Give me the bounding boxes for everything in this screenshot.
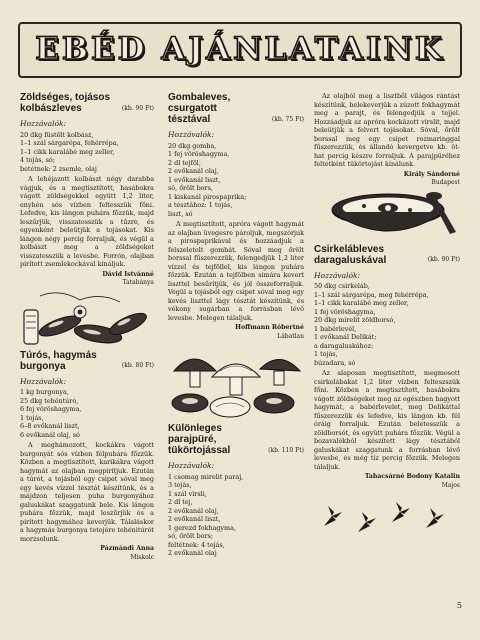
- ingredient-item: 1–1 szál sárgarépa, fehérrépa,: [20, 139, 119, 147]
- ingredients-label: Hozzávalók:: [168, 461, 215, 470]
- ingredient-item: 1 szál virsli,: [168, 489, 207, 498]
- recipe-author: Király Sándorné: [403, 170, 460, 178]
- recipe-instructions: A lehéjazott kolbászt négy darabba vágjuk, és a megtisztított, hasábokra vágott zöldségekkel együtt 1,2 liter, enyhén sós vízben feltesszük főni. Lefedve, kis lángon puhára főzzük, majd leszűrjük, visszatesszük a tűzre, és egyenként beleütjük a tojásokat. Kis lángon négy percig forraljuk, és végül a kolbászt meg a zöldségeket visszatesszük a levesbe. Forrón, olajban pirított zsemlekockával kínáljuk.: [20, 175, 154, 268]
- recipe-title: Zöldséges, tojásos kolbászleves: [20, 92, 111, 114]
- ingredients-label: Hozzávalók:: [20, 376, 67, 386]
- column-1: [20, 92, 154, 562]
- ingredients-list: [168, 142, 304, 219]
- recipe-price: (kb. 80 Ft): [121, 362, 154, 369]
- recipe-instructions: A meghámozott, kockákra vágott burgonyát sós vízben félpuhára főzzük. Közben a megtisztított, karikákra vágott hagymát az olajban megpirítjuk. Ezután a túrót, a tojásból egy csipet sóval meg egy kevés vízzel tésztát készítünk, és a májdzon teljesen puha burgonyához galuskákat szaggatunk bele. Kis lángon puhára főzzük, majd leszűrjük és a pirított hagymához keverjük. Tálaláskor a hagymás burgonya tetejére tehénitúrót morzsolunk.: [20, 441, 154, 543]
- recipe-author: Dávid Istvánné: [102, 270, 154, 278]
- ingredients-list: [168, 473, 304, 558]
- mushrooms-illustration: [168, 341, 304, 421]
- page-title: EBÉD AJÁNLATAINK: [35, 31, 445, 67]
- ingredient-item: 20 dkg gomba,: [168, 141, 217, 150]
- ingredient-item: 2 dl tej,: [168, 498, 193, 506]
- ingredient-item: 25 dkg tehéntúró,: [20, 396, 79, 405]
- ingredient-item: 1–1 szál sárgarépa, meg fehérrépa,: [314, 290, 429, 299]
- ingredient-item: betétnek: 2 zsemle, olaj: [20, 164, 97, 173]
- recipe-author: Hoffmann Róbertné: [235, 324, 304, 331]
- ingredient-item: 1 tojás,: [20, 413, 44, 422]
- ingredient-item: 1–1 cikk karalábé meg zeller,: [314, 299, 409, 307]
- column-2: [168, 92, 304, 558]
- ingredient-item: 6 fej vöröshagyma,: [20, 405, 82, 413]
- recipe-title: Csirkelábleves daragaluskával: [314, 243, 387, 266]
- recipe-instructions: Az alaposan megtisztított, megmosott csirkelábakat 1,2 liter vízben felteszszük főni. Közben a megtisztított, hasábokra vágott zöldségeket meg az egészben hagyott hagymát, a babérlevelet, meg Delikáttal fűszerezzük és lefedve, kis lángon kb. fél óráig forraljuk. Ezután beletesszük a zöldborsót, és együtt puhára főzzük. Végül a bozavalókból készített lágy tésztából galuskákat szaggatunk a forrásban lévő levesbe, és még tíz percig főzzük. Melegen tálaljuk.: [314, 369, 460, 471]
- ingredients-label: Hozzávalók:: [168, 130, 215, 139]
- recipe-town: Miskolc: [130, 553, 154, 561]
- ingredient-item: liszt, só: [168, 209, 193, 218]
- ingredient-item: 1 evőkanál Delikát;: [314, 333, 377, 341]
- ingredients-list: [20, 388, 154, 439]
- ingredient-item: feltétnek: 4 tojás,: [168, 540, 225, 549]
- ingredient-item: 6 evőkanál olaj, só: [20, 430, 80, 439]
- ingredient-item: só, őrölt bors,: [168, 184, 213, 192]
- sausage-illustration: [20, 288, 154, 348]
- recipe-title-row: [168, 92, 304, 125]
- recipe-town: Lábatlan: [277, 332, 304, 340]
- recipe-town: Budapest: [431, 179, 460, 186]
- ingredient-item: 1–1 cikk karalábé meg zeller,: [20, 147, 115, 156]
- ingredient-item: 1 fej vöröshagyma,: [168, 150, 230, 158]
- recipe-instructions: A megtisztított, apróra vágott hagymát az olajban üvegesre pároljuk, megszórjuk a pirospaprikával és hozzáadjuk a felszeletelt gombát. Sóval meg őrölt borssal fűszerezzük, felengedjük 1,2 liter vízzel és tejföllel, kis lángon puhára főzzük. Ezután a tejfölben simára kevert liszttel besűrítjük, és jól összeforraljuk. Végül a tojásból egy csipet sóval meg egy kevés liszttel lágy tésztát készítünk, és vékony sugárban a forrásban lévő levesbe. Melegen tálaljuk.: [168, 220, 304, 322]
- recipe-town: Majos: [441, 481, 460, 489]
- recipe-title-row: [20, 350, 154, 372]
- ingredient-item: 2 evőkanál olaj: [168, 549, 217, 557]
- ingredient-item: 1 gerezd fokhagyma,: [168, 523, 236, 532]
- ingredient-item: 1 fej vöröshagyma,: [314, 307, 376, 316]
- ingredient-item: búzadara, só: [314, 358, 356, 367]
- recipe-title: Gombaleves, csurgatott tésztával: [168, 92, 231, 125]
- ingredient-item: 50 dkg csirkeláb,: [314, 282, 370, 290]
- ingredient-item: 2 evőkanál liszt,: [168, 515, 221, 523]
- ingredient-item: só, őrölt bors;: [168, 532, 214, 540]
- recipe-author: Tahacsárné Bodony Katalin: [364, 473, 460, 480]
- bird-footprints-illustration: [314, 490, 460, 538]
- soup-bowl-illustration: [314, 188, 460, 244]
- recipe-title-row: [168, 423, 304, 456]
- ingredient-item: 20 dkg füstölt kolbász,: [20, 130, 94, 139]
- recipe-title: Különleges parajpüré, tükörtojással: [168, 423, 231, 456]
- header-banner: [18, 22, 462, 78]
- recipe-instructions: Az olajból meg a lisztből világos rántást készítünk, belekeverjük a zúzott fokhagymát meg a parajt, és felengedjük a tejjel. Hozzáadjuk az apróra kockázott virslit, majd beleütjük a felvert tojásokat. Sóval, őrölt borssal meg egy csipet rozmaringgal fűszerezzük, és állandó kevergetve kb. öt-hat percig készre forraljuk. A parajpüréhez feltétként tükörtojást kínálunk.: [314, 92, 460, 168]
- recipe-price: (kb. 90 Ft): [121, 104, 154, 112]
- ingredient-item: 1 tojás,: [314, 350, 338, 358]
- ingredient-item: 2 evőkanál olaj,: [168, 506, 219, 515]
- ingredients-list: [314, 282, 460, 367]
- ingredient-item: 2 evőkanál olaj,: [168, 167, 219, 175]
- ingredients-label: Hozzávalók:: [314, 270, 361, 280]
- ingredient-item: 20 dkg mirelit zöldborsó,: [314, 316, 396, 324]
- recipe-price: (kb. 110 Ft): [268, 446, 304, 454]
- ingredient-item: 4 tojás, só;: [20, 156, 55, 164]
- recipe-price: (kb. 75 Ft): [271, 115, 304, 123]
- page-number: 5: [456, 601, 462, 610]
- ingredient-item: a daragaluskához:: [314, 341, 374, 350]
- ingredient-item: 1 csomag mirelit paraj,: [168, 472, 244, 481]
- recipe-author: Pázmándi Anna: [100, 545, 154, 552]
- recipe-town: Tatabánya: [122, 279, 154, 286]
- ingredient-item: 3 tojás,: [168, 481, 192, 489]
- recipe-price: (kb. 90 Ft): [427, 256, 460, 263]
- ingredient-item: 1 kiskanál pirospaprika;: [168, 192, 247, 201]
- recipe-title-row: [20, 92, 154, 114]
- column-3: [314, 92, 460, 538]
- ingredient-item: 1 babérlevél,: [314, 324, 357, 333]
- recipe-title: Túrós, hagymás burgonya: [20, 349, 97, 372]
- recipe-title-row: [314, 244, 460, 266]
- ingredient-item: 1 evőkanál liszt,: [168, 175, 221, 184]
- ingredient-item: 2 dl tejföl,: [168, 158, 201, 167]
- ingredients-label: Hozzávalók:: [20, 119, 67, 128]
- ingredients-list: [20, 131, 154, 174]
- ingredient-item: 1 kg burgonya,: [20, 388, 69, 396]
- ingredient-item: 6–8 evőkanál liszt,: [20, 422, 80, 430]
- ingredient-item: a tésztához: 1 tojás,: [168, 201, 233, 209]
